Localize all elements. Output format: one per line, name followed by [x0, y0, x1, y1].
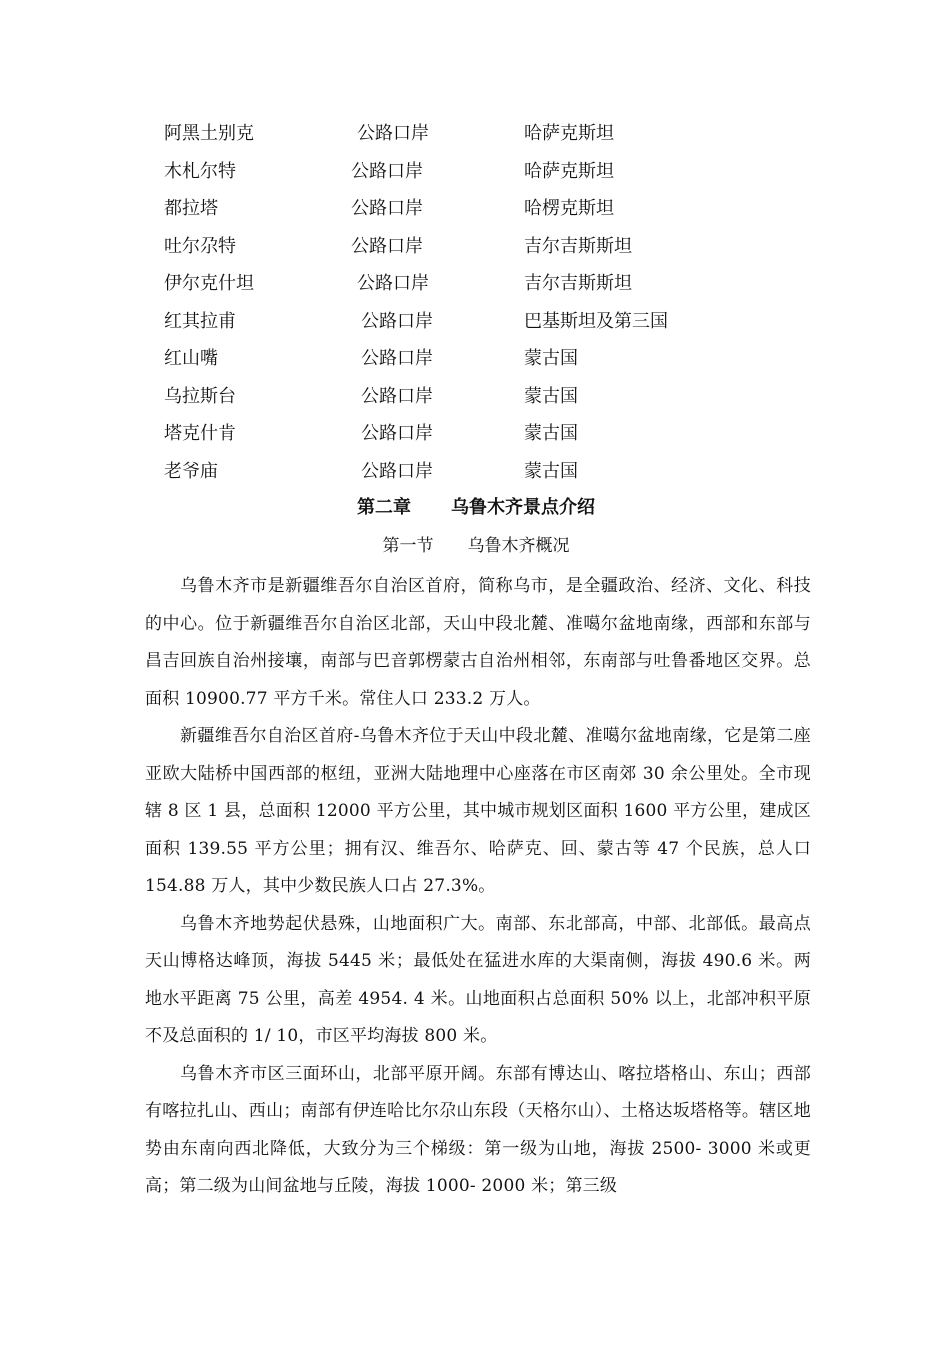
port-destination: 吉尔吉斯斯坦: [524, 235, 632, 257]
port-row: [0, 378, 952, 416]
port-list: [0, 115, 952, 490]
port-row: [0, 190, 952, 228]
section-heading: [0, 531, 952, 561]
paragraph: 乌鲁木齐地势起伏悬殊，山地面积广大。南部、东北部高，中部、北部低。最高点天山博格达峰顶，海拔 5445 米；最低处在猛进水库的大渠南侧，海拔 490.6 米。两地水平距离 75 公里，高差 4954. 4 米。山地面积占总面积 50% 以上，北部冲积平原不及总面积的 1/ 10，市区平均海拔 800 米。: [145, 913, 811, 1046]
section-title: 乌鲁木齐概况: [467, 536, 570, 556]
port-destination: 蒙古国: [524, 348, 578, 369]
paragraph: 乌鲁木齐市是新疆维吾尔自治区首府，简称乌市，是全疆政治、经济、文化、科技的中心。位于新疆维吾尔自治区北部，天山中段北麓、准噶尔盆地南缘，西部和东部与昌吉回族自治州接壤，南部与巴音郭楞蒙古自治州相邻，东南部与吐鲁番地区交界。总面积 10900.77 平方千米。常住人口 233.2 万人。: [145, 576, 811, 709]
paragraph: 新疆维吾尔自治区首府-乌鲁木齐位于天山中段北麓、准噶尔盆地南缘，它是第二座亚欧大陆桥中国西部的枢纽，亚洲大陆地理中心座落在市区南郊 30 余公里处。全市现辖 8 区 1 县，总面积 12000 平方公里，其中城市规划区面积 1600 平方公里，建成区面积 139.55 平方公里；拥有汉、维吾尔、哈萨克、回、蒙古等 47 个民族，总人口 154.88 万人，其中少数民族人口占 27.3%。: [145, 726, 811, 896]
port-destination: 蒙古国: [524, 385, 578, 407]
port-row: [0, 265, 952, 303]
port-destination: 蒙古国: [524, 460, 578, 482]
port-type: 公路口岸: [361, 385, 433, 407]
chapter-title: 乌鲁木齐景点介绍: [451, 497, 595, 518]
port-name: 阿黑土别克: [164, 123, 254, 144]
section-number: 第一节: [382, 536, 434, 556]
port-destination: 哈楞克斯坦: [524, 198, 614, 219]
port-name: 都拉塔: [164, 198, 218, 219]
port-name: 木札尔特: [164, 160, 236, 182]
port-destination: 吉尔吉斯斯坦: [524, 273, 632, 294]
port-destination: 巴基斯坦及第三国: [524, 310, 668, 332]
port-name: 吐尔尕特: [164, 235, 236, 257]
port-type: 公路口岸: [351, 160, 423, 182]
port-type: 公路口岸: [361, 348, 433, 369]
port-type: 公路口岸: [361, 423, 433, 444]
port-destination: 蒙古国: [524, 423, 578, 444]
port-type: 公路口岸: [361, 310, 433, 332]
port-name: 老爷庙: [164, 460, 218, 482]
port-name: 伊尔克什坦: [164, 273, 254, 294]
port-row: [0, 303, 952, 341]
chapter-heading: [0, 493, 952, 523]
port-type: 公路口岸: [351, 198, 423, 219]
port-name: 塔克什肯: [164, 423, 236, 444]
port-name: 红其拉甫: [164, 310, 236, 332]
port-type: 公路口岸: [361, 460, 433, 482]
port-destination: 哈萨克斯坦: [524, 123, 614, 144]
port-row: [0, 415, 952, 453]
port-name: 红山嘴: [164, 348, 218, 369]
port-name: 乌拉斯台: [164, 385, 236, 407]
port-row: [0, 453, 952, 491]
body-text: [145, 568, 811, 1206]
port-row: [0, 228, 952, 266]
port-type: 公路口岸: [357, 123, 429, 144]
port-row: [0, 153, 952, 191]
port-destination: 哈萨克斯坦: [524, 160, 614, 182]
port-row: [0, 115, 952, 153]
paragraph: 乌鲁木齐市区三面环山，北部平原开阔。东部有博达山、喀拉塔格山、东山；西部有喀拉扎山、西山；南部有伊连哈比尔尕山东段（天格尔山）、土格达坂塔格等。辖区地势由东南向西北降低，大致分为三个梯级：第一级为山地，海拔 2500- 3000 米或更高；第二级为山间盆地与丘陵，海拔 1000- 2000 米；第三级: [145, 1063, 811, 1196]
port-row: [0, 340, 952, 378]
port-type: 公路口岸: [357, 273, 429, 294]
chapter-number: 第二章: [357, 497, 411, 518]
port-type: 公路口岸: [351, 235, 423, 257]
